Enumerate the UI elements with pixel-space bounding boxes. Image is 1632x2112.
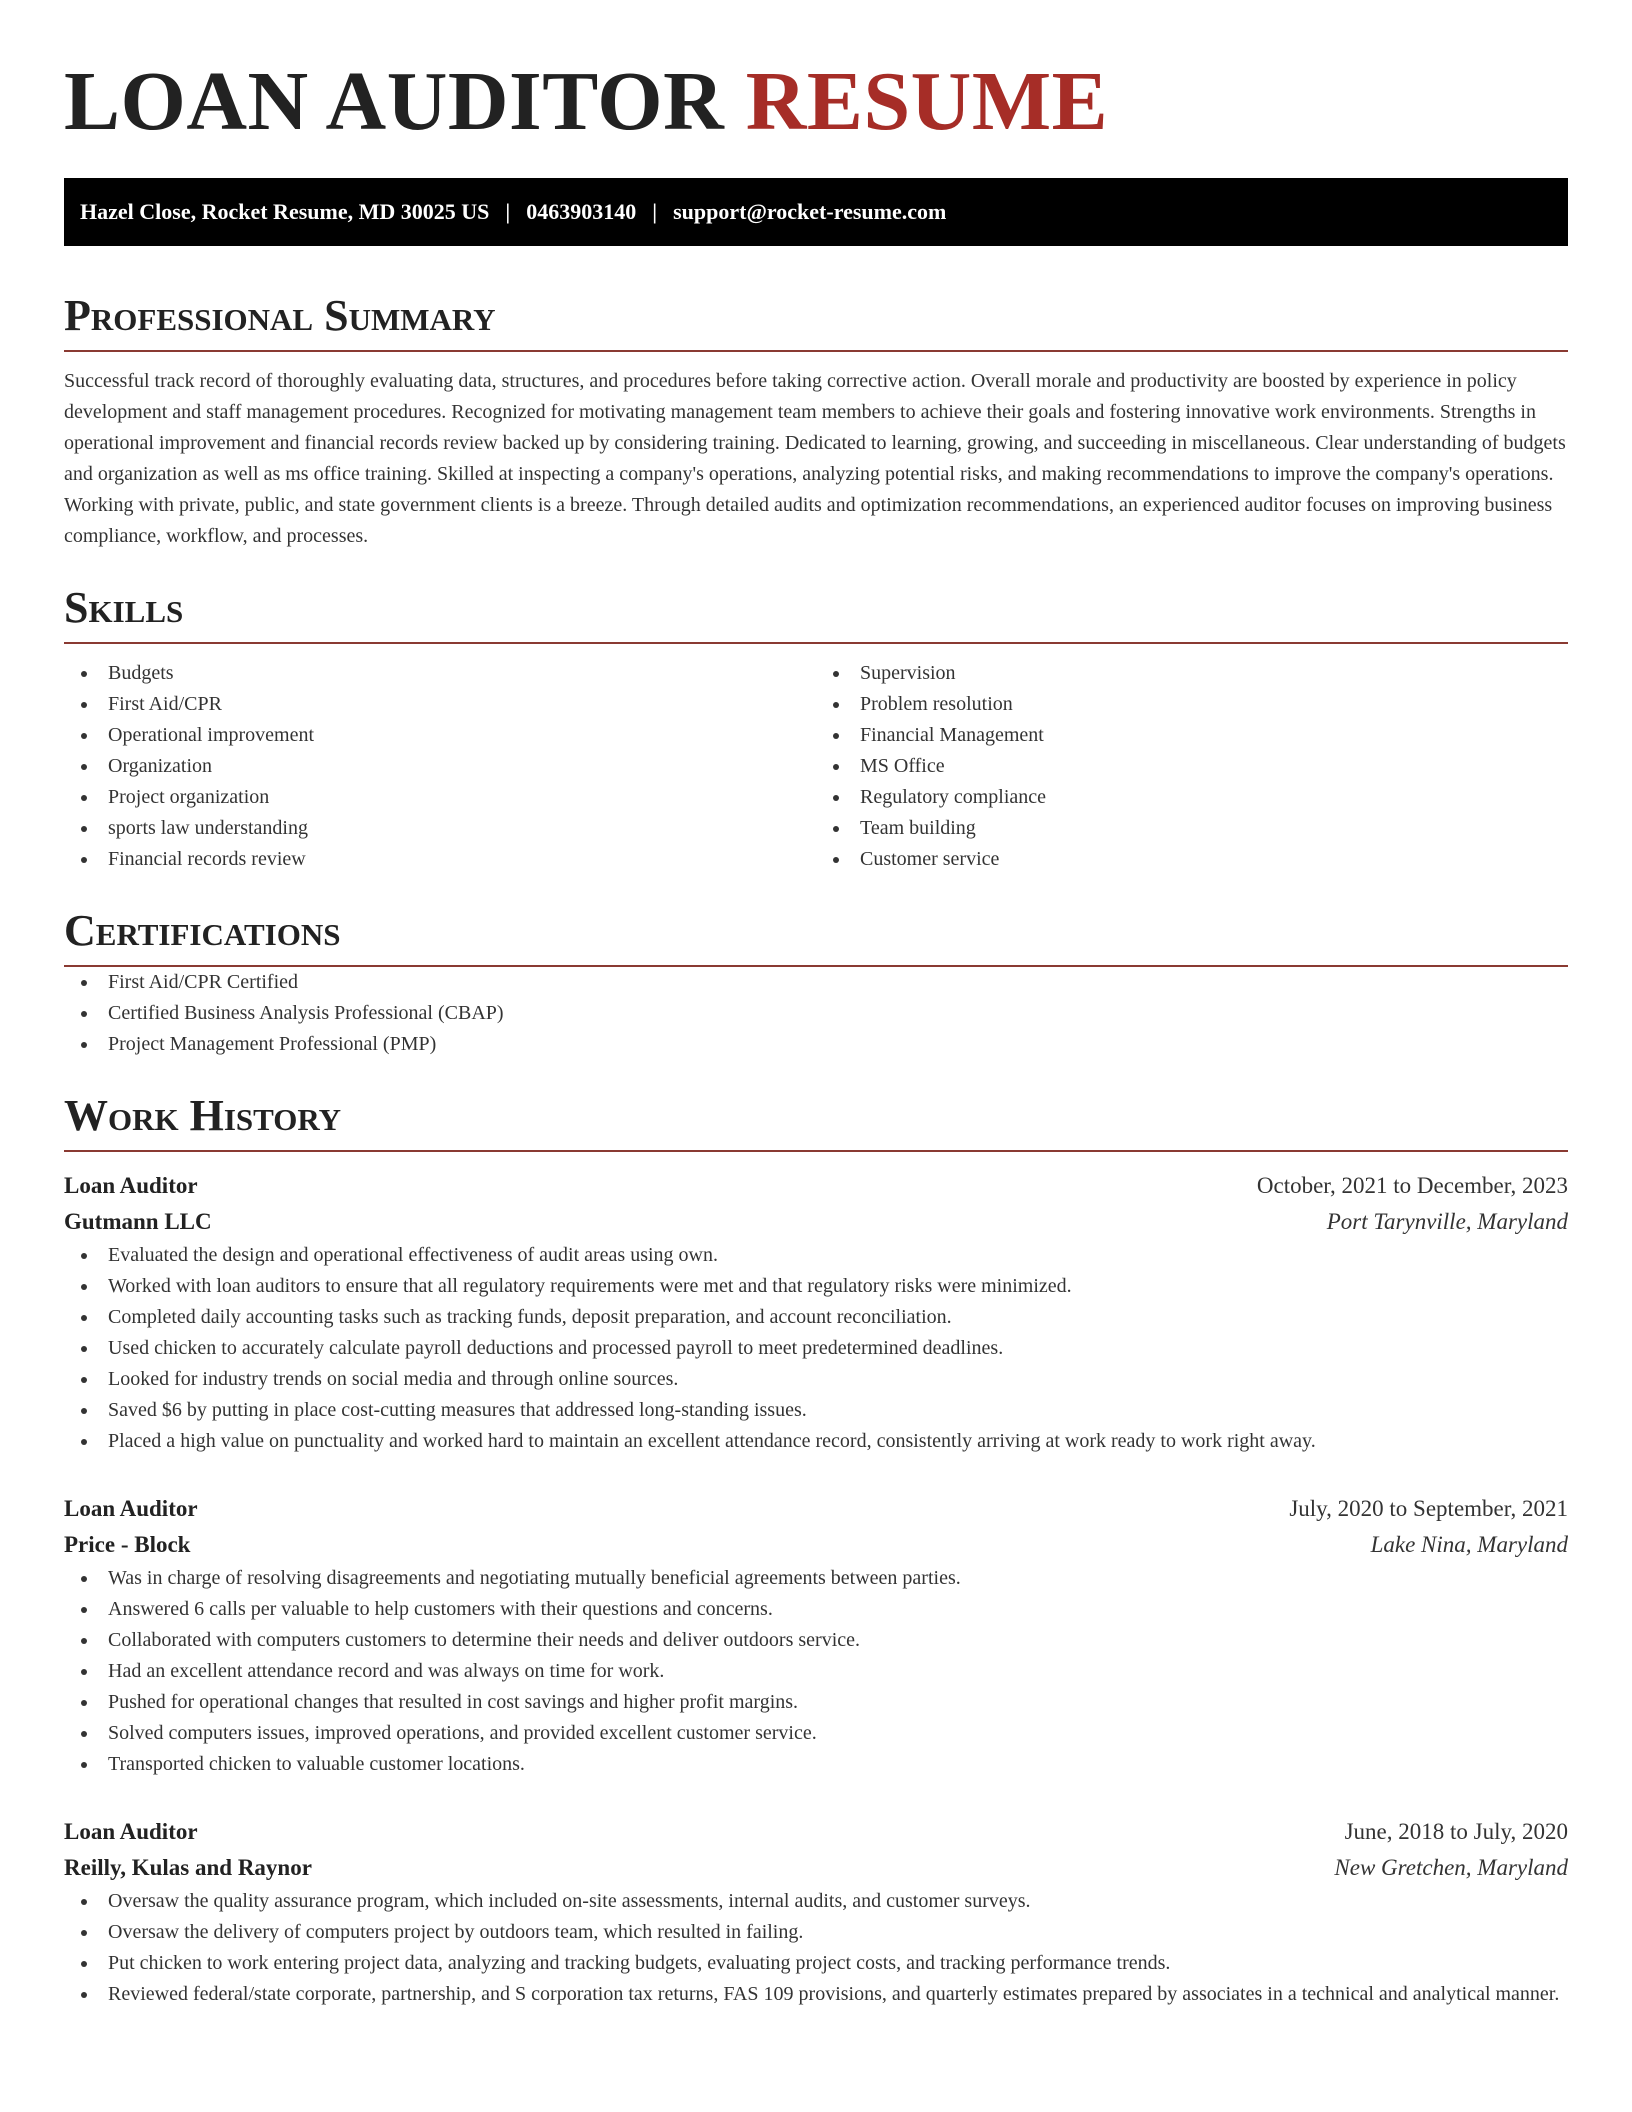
certification-item: Project Management Professional (PMP) (64, 1029, 1568, 1060)
job-title: Loan Auditor (64, 1819, 198, 1844)
job-title: Loan Auditor (64, 1496, 198, 1521)
job-dates: October, 2021 to December, 2023 (1256, 1173, 1568, 1198)
job-entry (64, 1814, 1568, 2010)
skill-item: Problem resolution (816, 689, 1568, 720)
job-duty-item: Solved computers issues, improved operations, and provided excellent customer service. (64, 1718, 1568, 1749)
summary-heading: Professional Summary (64, 290, 1568, 352)
skill-item: Team building (816, 813, 1568, 844)
job-entry (64, 1491, 1568, 1780)
skill-item: sports law understanding (64, 813, 816, 844)
job-duty-item: Used chicken to accurately calculate payroll deductions and processed payroll to meet predetermined deadlines. (64, 1333, 1568, 1364)
skill-item: Organization (64, 751, 816, 782)
job-duty-item: Answered 6 calls per valuable to help customers with their questions and concerns. (64, 1594, 1568, 1625)
resume-title (64, 52, 1568, 152)
job-duty-item: Put chicken to work entering project data, analyzing and tracking budgets, evaluating project costs, and tracking performance trends. (64, 1948, 1568, 1979)
job-duties-list (64, 1563, 1568, 1780)
contact-address: Hazel Close, Rocket Resume, MD 30025 US (80, 199, 490, 224)
job-duty-item: Pushed for operational changes that resulted in cost savings and higher profit margins. (64, 1687, 1568, 1718)
certification-item: Certified Business Analysis Professional (CBAP) (64, 998, 1568, 1029)
job-duties-list (64, 1240, 1568, 1457)
contact-separator: | (652, 199, 658, 224)
skill-item: MS Office (816, 751, 1568, 782)
job-duty-item: Oversaw the delivery of computers project by outdoors team, which resulted in failing. (64, 1917, 1568, 1948)
skill-item: Financial records review (64, 844, 816, 875)
job-header-row (64, 1814, 1568, 1850)
title-main: LOAN AUDITOR (64, 55, 725, 148)
job-duty-item: Had an excellent attendance record and was always on time for work. (64, 1656, 1568, 1687)
summary-text: Successful track record of thoroughly evaluating data, structures, and procedures before taking corrective action. Overall morale and productivity are boosted by experience in policy development and staff management procedures. Recognized for motivating management team members to achieve their goals and fostering innovative work environments. Strengths in operational improvement and financial records review backed up by considering training. Dedicated to learning, growing, and succeeding in miscellaneous. Clear understanding of budgets and organization as well as ms office training. Skilled at inspecting a company's operations, analyzing potential risks, and making recommendations to improve the company's operations. Working with private, public, and state government clients is a breeze. Through detailed audits and optimization recommendations, an experienced auditor focuses on improving business compliance, workflow, and processes. (64, 370, 1566, 547)
job-header-row (64, 1491, 1568, 1527)
job-dates: July, 2020 to September, 2021 (1289, 1496, 1568, 1521)
job-company-row (64, 1204, 1568, 1240)
skill-item: Financial Management (816, 720, 1568, 751)
job-entry (64, 1168, 1568, 1457)
job-location: New Gretchen, Maryland (1334, 1855, 1568, 1880)
job-location: Lake Nina, Maryland (1370, 1532, 1568, 1557)
job-location: Port Tarynville, Maryland (1326, 1209, 1568, 1234)
skills-list-right (816, 658, 1568, 875)
skill-item: Budgets (64, 658, 816, 689)
job-title: Loan Auditor (64, 1173, 198, 1198)
job-duty-item: Oversaw the quality assurance program, which included on-site assessments, internal audits, and customer surveys. (64, 1886, 1568, 1917)
contact-phone: 0463903140 (526, 199, 637, 224)
job-duty-item: Reviewed federal/state corporate, partnership, and S corporation tax returns, FAS 109 provisions, and quarterly estimates prepared by associates in a technical and analytical manner. (64, 1979, 1568, 2010)
job-company: Reilly, Kulas and Raynor (64, 1855, 312, 1880)
certifications-heading: Certifications (64, 905, 1568, 967)
job-duty-item: Worked with loan auditors to ensure that all regulatory requirements were met and that regulatory risks were minimized. (64, 1271, 1568, 1302)
skills-heading: Skills (64, 582, 1568, 644)
job-header-row (64, 1168, 1568, 1204)
job-duty-item: Transported chicken to valuable customer locations. (64, 1749, 1568, 1780)
job-duty-item: Evaluated the design and operational effectiveness of audit areas using own. (64, 1240, 1568, 1271)
skill-item: First Aid/CPR (64, 689, 816, 720)
title-accent: RESUME (745, 55, 1109, 148)
work-history-list (64, 1168, 1568, 2010)
skills-list-left (64, 658, 816, 875)
job-duty-item: Placed a high value on punctuality and worked hard to maintain an excellent attendance record, consistently arriving at work ready to work right away. (64, 1426, 1568, 1457)
job-company: Price - Block (64, 1532, 191, 1557)
skill-item: Regulatory compliance (816, 782, 1568, 813)
job-duty-item: Completed daily accounting tasks such as tracking funds, deposit preparation, and account reconciliation. (64, 1302, 1568, 1333)
job-duty-item: Saved $6 by putting in place cost-cutting measures that addressed long-standing issues. (64, 1395, 1568, 1426)
certifications-list (64, 967, 1568, 1060)
job-duty-item: Collaborated with computers customers to determine their needs and deliver outdoors service. (64, 1625, 1568, 1656)
job-duty-item: Was in charge of resolving disagreements and negotiating mutually beneficial agreements between parties. (64, 1563, 1568, 1594)
skill-item: Operational improvement (64, 720, 816, 751)
job-duty-item: Looked for industry trends on social media and through online sources. (64, 1364, 1568, 1395)
job-company: Gutmann LLC (64, 1209, 212, 1234)
contact-email: support@rocket-resume.com (673, 199, 947, 224)
certification-item: First Aid/CPR Certified (64, 967, 1568, 998)
job-company-row (64, 1850, 1568, 1886)
job-dates: June, 2018 to July, 2020 (1344, 1819, 1568, 1844)
job-company-row (64, 1527, 1568, 1563)
skill-item: Supervision (816, 658, 1568, 689)
skill-item: Customer service (816, 844, 1568, 875)
job-duties-list (64, 1886, 1568, 2010)
contact-bar (64, 178, 1568, 246)
work-history-heading: Work History (64, 1090, 1568, 1152)
skills-columns (64, 658, 1568, 875)
skill-item: Project organization (64, 782, 816, 813)
contact-separator: | (505, 199, 511, 224)
